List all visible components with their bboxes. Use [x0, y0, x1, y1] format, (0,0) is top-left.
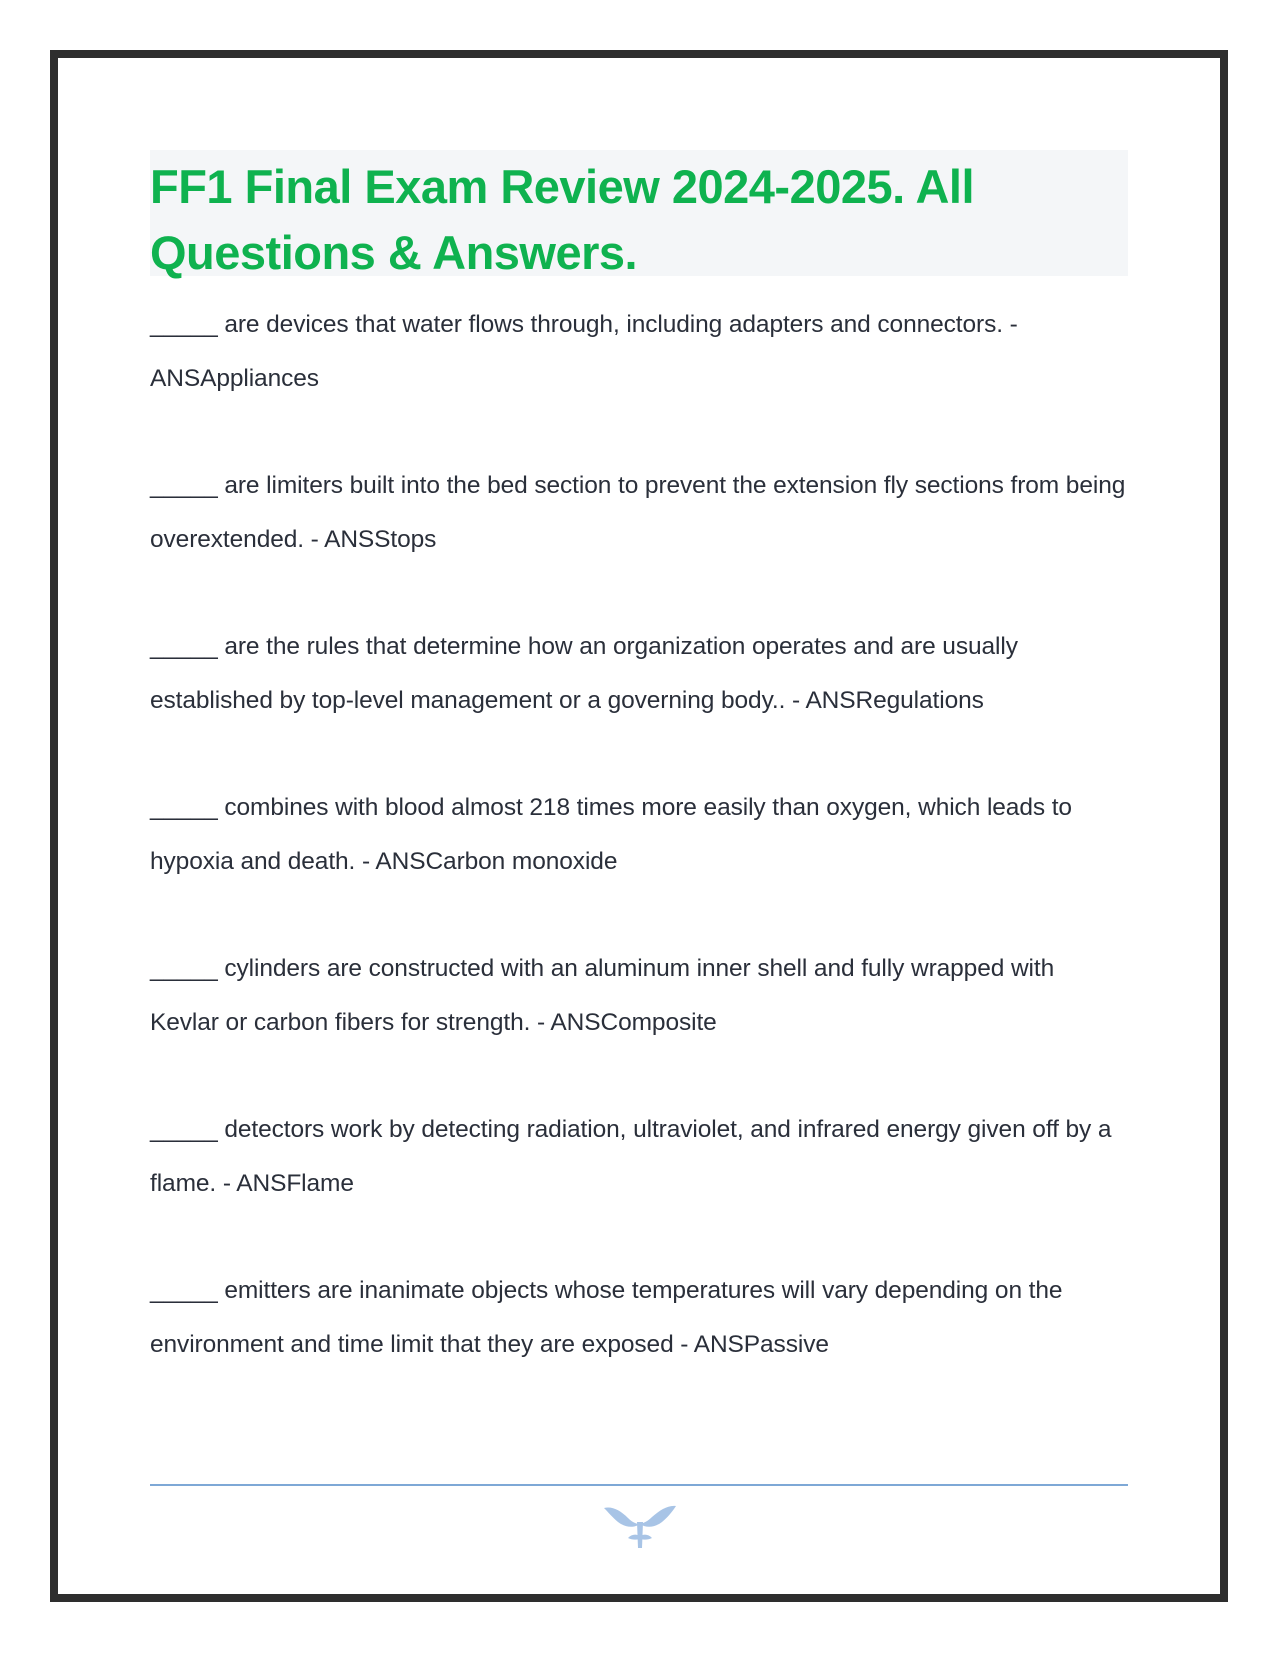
qa-item: _____ detectors work by detecting radiation, ultraviolet, and infrared energy given off by a flame. - ANSFlame [150, 1116, 1112, 1197]
qa-list [150, 298, 1128, 1372]
qa-item: _____ cylinders are constructed with an aluminum inner shell and fully wrapped with Kevlar or carbon fibers for strength. - ANSComposite [150, 955, 1055, 1036]
qa-item: _____ are the rules that determine how an organization operates and are usually established by top-level management or a governing body.. - ANSRegulations [150, 633, 1018, 714]
bird-logo-icon [602, 1502, 678, 1554]
document-content [150, 150, 1128, 1425]
qa-item: _____ are limiters built into the bed section to prevent the extension fly sections from being overextended. - ANSStops [150, 472, 1126, 553]
document-title: FF1 Final Exam Review 2024-2025. All Questions & Answers. [150, 160, 975, 279]
qa-item: _____ emitters are inanimate objects whose temperatures will vary depending on the environment and time limit that they are exposed - ANSPassive [150, 1277, 1063, 1358]
qa-item: _____ combines with blood almost 218 times more easily than oxygen, which leads to hypoxia and death. - ANSCarbon monoxide [150, 794, 1072, 875]
qa-item: _____ are devices that water flows through, including adapters and connectors. - ANSAppliances [150, 311, 1018, 392]
footer-divider [150, 1484, 1128, 1486]
title-highlight [150, 150, 1128, 279]
